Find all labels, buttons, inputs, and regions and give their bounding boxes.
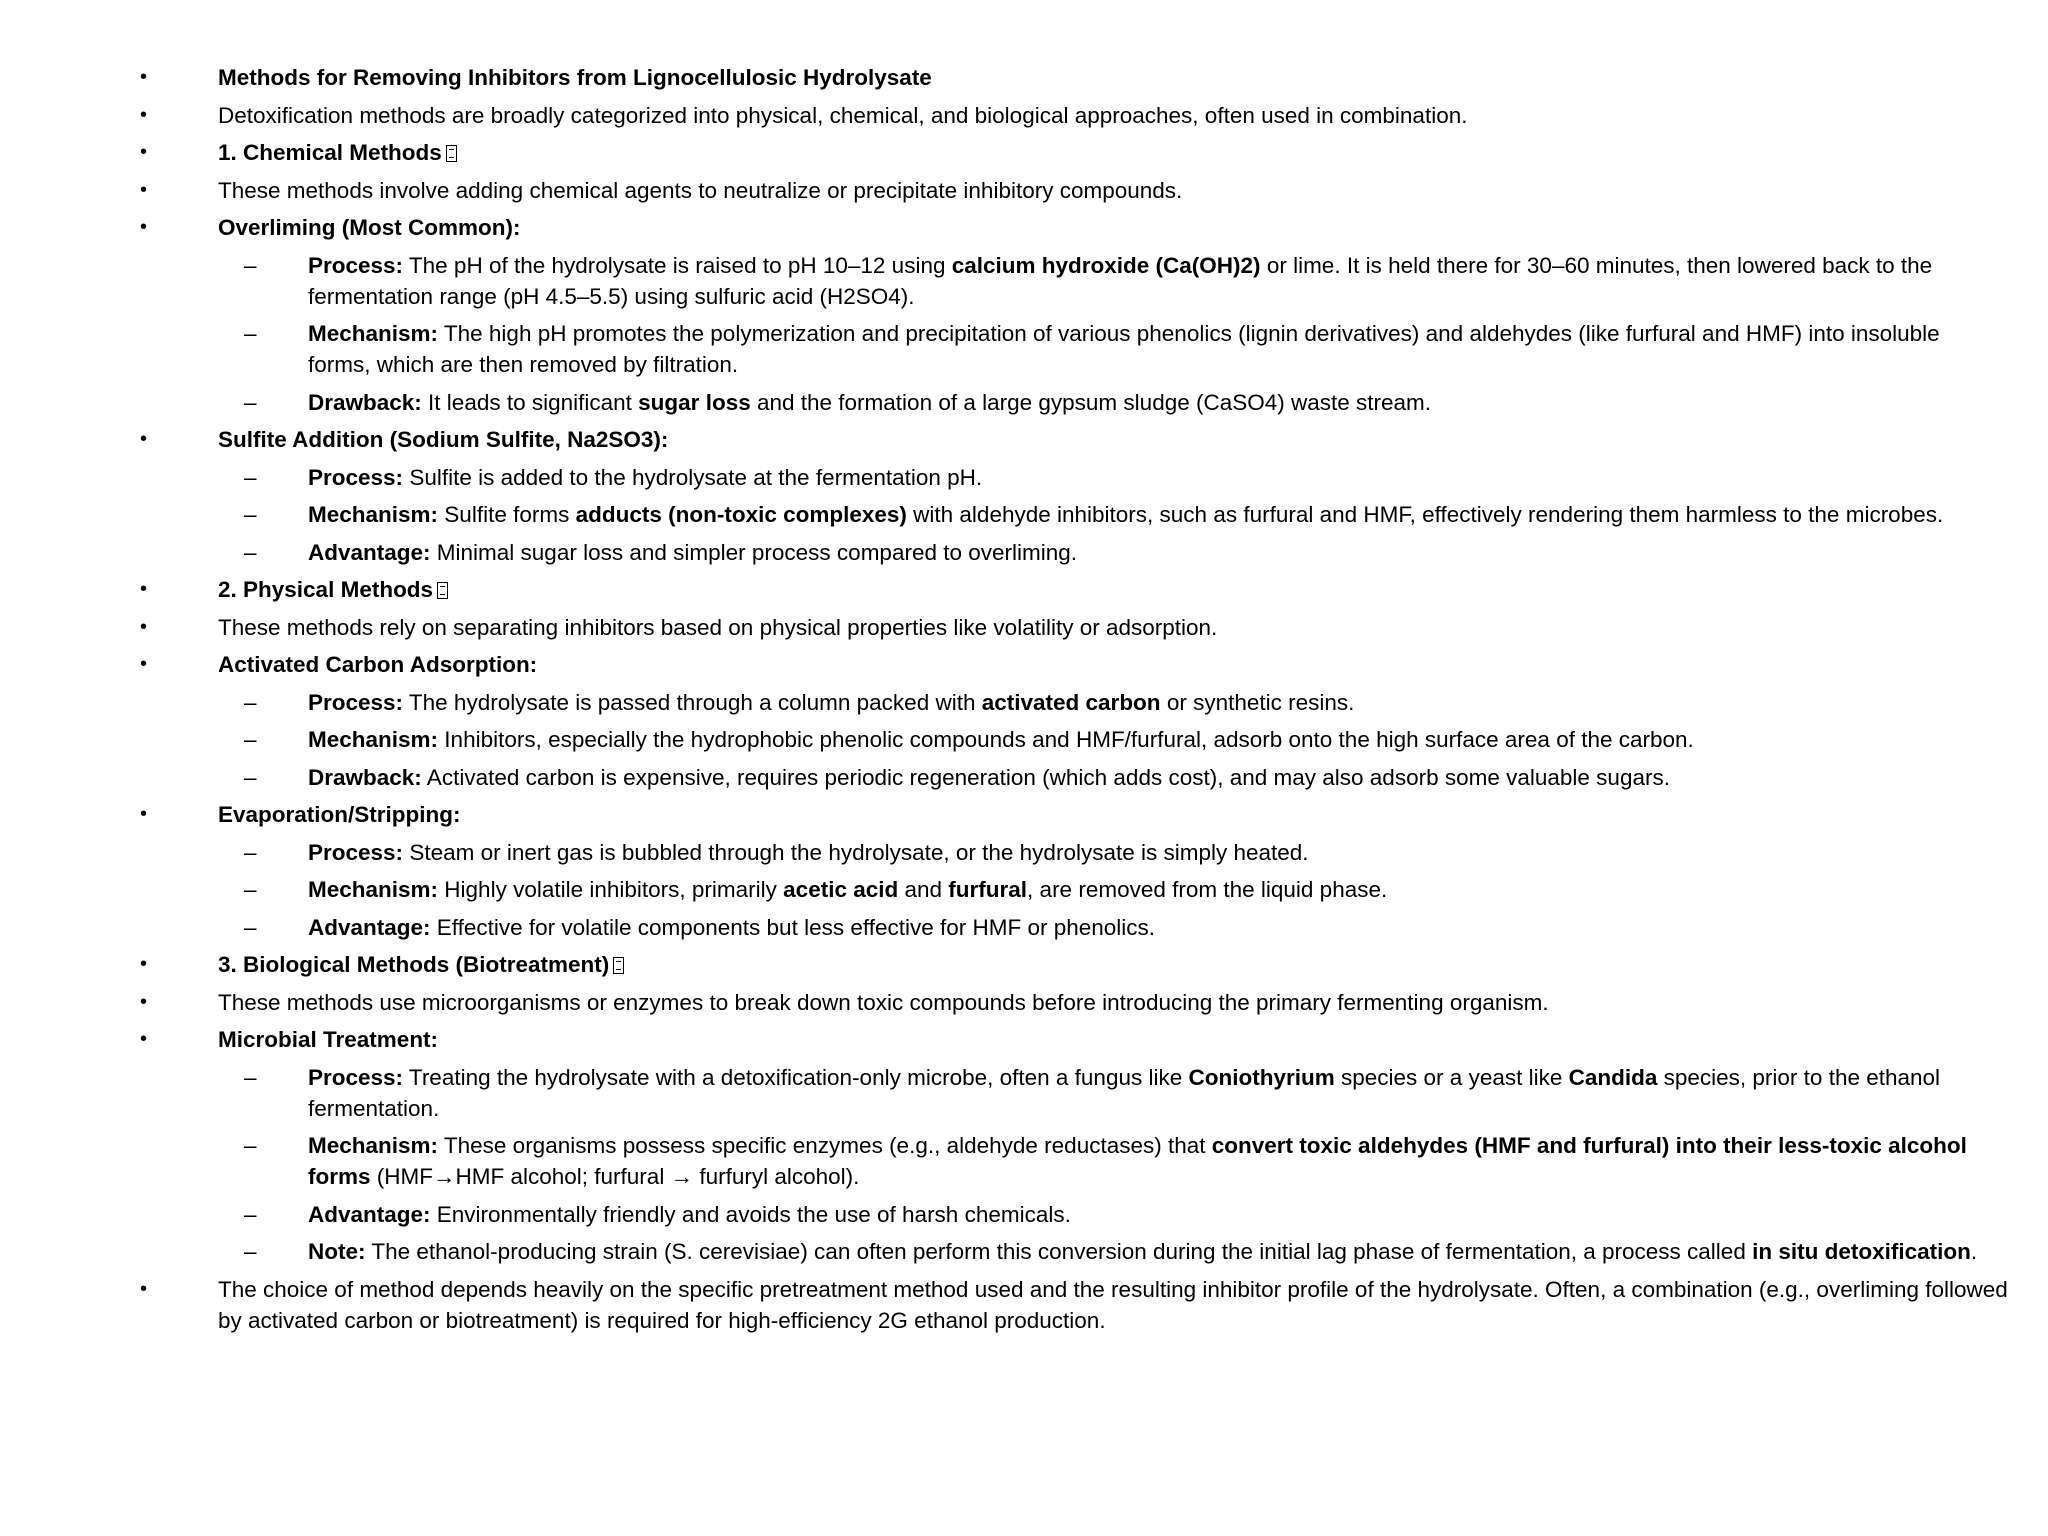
bold-text: Drawback: <box>308 764 422 790</box>
bullet-marker: • <box>140 1028 148 1050</box>
body-text: Minimal sugar loss and simpler process compared to overliming. <box>430 539 1078 565</box>
bold-text: Process: <box>308 839 404 865</box>
sub-bullet-item <box>0 874 2048 905</box>
item-text <box>308 1065 1940 1121</box>
item-text <box>308 465 982 490</box>
bullet-marker: • <box>140 103 148 126</box>
item-text <box>218 652 537 677</box>
sub-bullet-item <box>0 462 2048 493</box>
bold-text: Advantage: <box>308 539 431 565</box>
bullet-item <box>0 424 2048 455</box>
sub-bullet-item <box>0 499 2048 530</box>
bullet-item <box>0 799 2048 830</box>
sub-bullet-item <box>0 762 2048 793</box>
body-text: Detoxification methods are broadly categorized into physical, chemical, and biological approaches, often used in combination. <box>218 102 1468 128</box>
bold-text: Drawback: <box>308 389 422 415</box>
dash-marker: – <box>244 727 257 752</box>
bullet-marker: • <box>140 653 148 675</box>
bullet-item <box>0 987 2048 1018</box>
bold-text: Activated Carbon Adsorption: <box>218 652 538 677</box>
item-text <box>218 427 668 452</box>
bold-text: Mechanism: <box>308 321 439 346</box>
bold-text: acetic acid <box>783 877 899 902</box>
item-text <box>308 840 1309 865</box>
sub-bullet-item <box>0 837 2048 868</box>
bold-text: Coniothyrium <box>1188 1064 1335 1090</box>
dash-marker: – <box>244 539 257 565</box>
body-text: These organisms possess specific enzymes (e.g., aldehyde reductases) that <box>438 1133 1212 1158</box>
dash-marker: – <box>244 839 257 865</box>
missing-glyph-icon <box>446 145 457 162</box>
item-text <box>308 915 1155 940</box>
item-text <box>218 802 461 827</box>
sub-bullet-item <box>0 387 2048 418</box>
item-text <box>218 140 457 165</box>
body-text: These methods use microorganisms or enzymes to break down toxic compounds before introducing the primary fermenting organism. <box>218 989 1549 1015</box>
bullet-marker: • <box>140 578 148 600</box>
body-text: with aldehyde inhibitors, such as furfural and HMF, effectively rendering them harmless to the microbes. <box>906 502 1944 527</box>
bold-text: calcium hydroxide (Ca(OH)2) <box>951 252 1261 278</box>
item-text <box>308 1239 1977 1264</box>
body-text: These methods rely on separating inhibitors based on physical properties like volatility or adsorption. <box>218 614 1218 640</box>
body-text: Highly volatile inhibitors, primarily <box>438 877 784 902</box>
dash-marker: – <box>244 1064 257 1090</box>
sub-bullet-item <box>0 912 2048 943</box>
dash-marker: – <box>244 1201 257 1227</box>
bold-text: Process: <box>308 464 404 490</box>
dash-marker: – <box>244 1239 257 1264</box>
dash-marker: – <box>244 914 257 940</box>
body-text: It leads to significant <box>421 389 639 415</box>
item-text <box>308 540 1077 565</box>
body-text: The high pH promotes the polymerization and precipitation of various phenolics (lignin derivatives) and aldehydes (like furfural and HMF) into insoluble forms, which are then removed by filtration. <box>308 321 1940 377</box>
body-text: and <box>898 877 949 902</box>
sub-bullet-item <box>0 1062 2048 1124</box>
item-text <box>218 577 448 602</box>
sub-bullet-item <box>0 1199 2048 1230</box>
body-text: Steam or inert gas is bubbled through the hydrolysate, or the hydrolysate is simply heated. <box>403 839 1309 865</box>
item-text <box>308 502 1943 527</box>
item-text <box>218 215 521 240</box>
bullet-marker: • <box>140 428 148 450</box>
bold-text: Sulfite Addition (Sodium Sulfite, Na2SO3): <box>218 427 669 452</box>
bullet-item <box>0 100 2048 131</box>
bullet-item <box>0 612 2048 643</box>
body-text: The ethanol-producing strain (S. cerevisiae) can often perform this conversion during the initial lag phase of fermentation, a process called <box>365 1239 1753 1264</box>
item-text <box>308 727 1694 752</box>
bullet-item <box>0 649 2048 680</box>
body-text: species or a yeast like <box>1334 1064 1569 1090</box>
bold-text: Mechanism: <box>308 877 439 902</box>
item-text <box>308 321 1940 377</box>
bullet-marker: • <box>140 953 148 975</box>
body-text: or synthetic resins. <box>1160 689 1355 715</box>
dash-marker: – <box>244 321 257 346</box>
item-text <box>218 178 1182 203</box>
bold-text: in situ detoxification <box>1752 1239 1971 1264</box>
item-text <box>218 952 624 977</box>
bold-text: Process: <box>308 252 404 278</box>
body-text: and the formation of a large gypsum sludge (CaSO4) waste stream. <box>750 389 1432 415</box>
document-body <box>0 62 2048 1342</box>
item-text <box>308 1202 1071 1227</box>
body-text: Sulfite is added to the hydrolysate at the fermentation pH. <box>403 464 983 490</box>
bold-text: 2. Physical Methods <box>218 577 434 602</box>
item-text <box>218 1277 2008 1333</box>
body-text: species, prior to the ethanol fermentation. <box>308 1064 1941 1121</box>
item-text <box>308 1133 1967 1189</box>
body-text: The choice of method depends heavily on the specific pretreatment method used and the resulting inhibitor profile of the hydrolysate. Often, a combination (e.g., overliming followed by activated carbon or biotreatment) is required for high-efficiency 2G ethanol production. <box>218 1276 2008 1333</box>
bold-text: furfural <box>948 877 1028 902</box>
item-text <box>218 615 1217 640</box>
bullet-marker: • <box>140 216 148 238</box>
bullet-marker: • <box>140 1277 148 1300</box>
bold-text: Advantage: <box>308 914 431 940</box>
body-text: Environmentally friendly and avoids the use of harsh chemicals. <box>430 1201 1071 1227</box>
item-text <box>308 390 1431 415</box>
sub-bullet-item <box>0 250 2048 312</box>
item-text <box>218 65 932 90</box>
body-text: or lime. It is held there for 30–60 minutes, then lowered back to the fermentation range (pH 4.5–5.5) using sulfuric acid (H2SO4). <box>308 252 1933 309</box>
dash-marker: – <box>244 1133 257 1158</box>
bold-text: Candida <box>1568 1064 1658 1090</box>
bullet-item <box>0 1274 2048 1336</box>
body-text: Inhibitors, especially the hydrophobic phenolic compounds and HMF/furfural, adsorb onto the high surface area of the carbon. <box>438 727 1694 752</box>
item-text <box>308 877 1387 902</box>
item-text <box>308 690 1354 715</box>
bold-text: adducts (non-toxic complexes) <box>575 502 907 527</box>
dash-marker: – <box>244 502 257 527</box>
body-text: The hydrolysate is passed through a column packed with <box>403 689 982 715</box>
bold-text: Process: <box>308 1064 404 1090</box>
bullet-marker: • <box>140 178 148 201</box>
bold-text: Mechanism: <box>308 1133 439 1158</box>
dash-marker: – <box>244 689 257 715</box>
bullet-item <box>0 949 2048 980</box>
sub-bullet-item <box>0 687 2048 718</box>
body-text: These methods involve adding chemical agents to neutralize or precipitate inhibitory compounds. <box>218 177 1183 203</box>
item-text <box>218 990 1549 1015</box>
dash-marker: – <box>244 389 257 415</box>
bullet-marker: • <box>140 615 148 638</box>
bullet-item <box>0 1024 2048 1055</box>
body-text: Effective for volatile components but less effective for HMF or phenolics. <box>430 914 1156 940</box>
missing-glyph-icon <box>437 582 448 599</box>
bold-text: 1. Chemical Methods <box>218 140 442 165</box>
bullet-marker: • <box>140 990 148 1013</box>
bold-text: Overliming (Most Common): <box>218 215 521 240</box>
body-text: Sulfite forms <box>438 502 576 527</box>
bold-text: Process: <box>308 689 404 715</box>
bullet-item <box>0 212 2048 243</box>
missing-glyph-icon <box>613 957 624 974</box>
bullet-item <box>0 137 2048 168</box>
bold-text: Methods for Removing Inhibitors from Lignocellulosic Hydrolysate <box>218 65 932 90</box>
body-text: . <box>1970 1239 1978 1264</box>
bullet-item <box>0 574 2048 605</box>
dash-marker: – <box>244 252 257 278</box>
sub-bullet-item <box>0 318 2048 380</box>
dash-marker: – <box>244 764 257 790</box>
bold-text: convert toxic aldehydes (HMF and furfural) into their less-toxic alcohol forms <box>308 1133 1967 1189</box>
bold-text: Note: <box>308 1239 366 1264</box>
sub-bullet-item <box>0 1130 2048 1192</box>
bold-text: Evaporation/Stripping: <box>218 802 461 827</box>
bullet-item <box>0 175 2048 206</box>
body-text: The pH of the hydrolysate is raised to pH 10–12 using <box>403 252 952 278</box>
bold-text: Mechanism: <box>308 727 439 752</box>
dash-marker: – <box>244 464 257 490</box>
item-text <box>218 103 1467 128</box>
item-text <box>308 253 1932 309</box>
bold-text: Advantage: <box>308 1201 431 1227</box>
bullet-marker: • <box>140 141 148 163</box>
body-text: (HMF→HMF alcohol; furfural → furfuryl alcohol). <box>370 1164 860 1189</box>
bold-text: activated carbon <box>981 689 1161 715</box>
body-text: , are removed from the liquid phase. <box>1027 877 1388 902</box>
body-text: Treating the hydrolysate with a detoxification-only microbe, often a fungus like <box>403 1064 1189 1090</box>
bold-text: Microbial Treatment: <box>218 1027 439 1052</box>
bold-text: 3. Biological Methods (Biotreatment) <box>218 952 610 977</box>
bullet-marker: • <box>140 803 148 825</box>
sub-bullet-item <box>0 724 2048 755</box>
bold-text: sugar loss <box>638 389 751 415</box>
sub-bullet-item <box>0 1236 2048 1267</box>
bullet-item <box>0 62 2048 93</box>
bold-text: Mechanism: <box>308 502 439 527</box>
item-text <box>308 765 1670 790</box>
item-text <box>218 1027 438 1052</box>
sub-bullet-item <box>0 537 2048 568</box>
dash-marker: – <box>244 877 257 902</box>
body-text: Activated carbon is expensive, requires periodic regeneration (which adds cost), and may also adsorb some valuable sugars. <box>421 764 1670 790</box>
bullet-marker: • <box>140 66 148 88</box>
